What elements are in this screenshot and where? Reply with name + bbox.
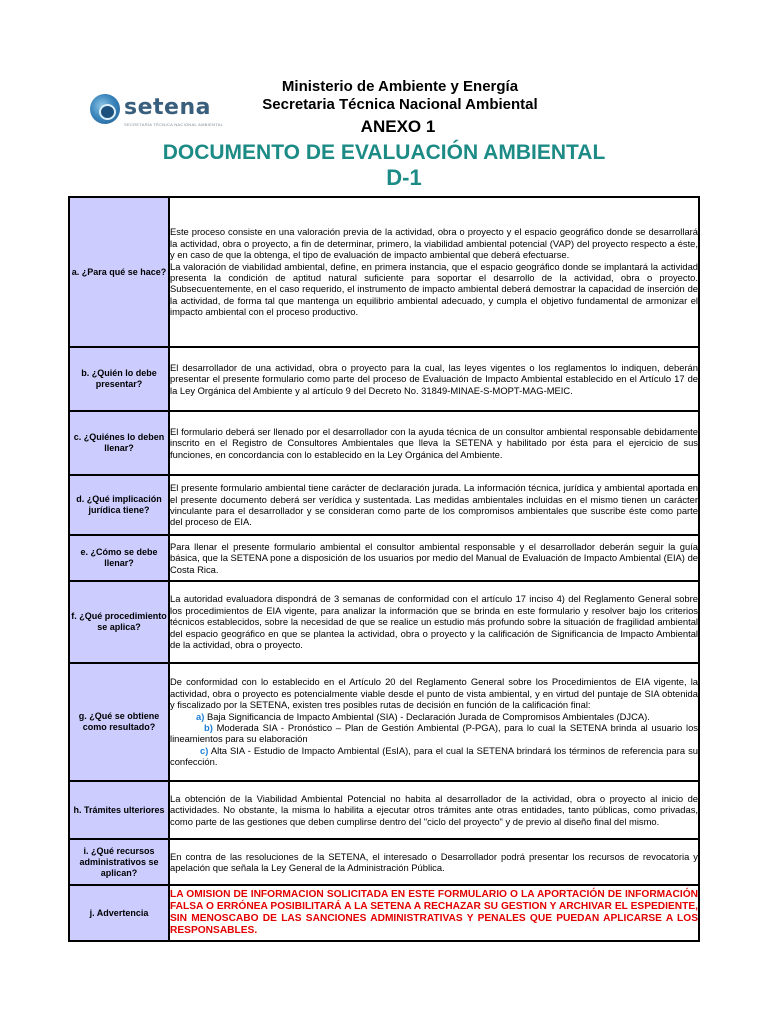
document-code: D-1: [386, 165, 422, 190]
answer-cell: [169, 781, 699, 839]
question-cell: j. Advertencia: [69, 885, 169, 941]
logo-tagline: SECRETARÍA TÉCNICA NACIONAL AMBIENTAL: [124, 122, 224, 127]
question-cell: d. ¿Qué implicación jurídica tiene?: [69, 475, 169, 535]
option-letter: a): [196, 710, 205, 722]
question-cell: g. ¿Qué se obtiene como resultado?: [69, 663, 169, 781]
answer-paragraph: La obtención de la Viabilidad Ambiental Potencial no habita al desarrollador de la actividad, obra o proyecto al inicio de actividades. No obstante, la misma lo habilita a ejecutar otros trámites ante otras entidades, tanto públicas, como privadas, como parte de las gestiones que deben cumplirse dentro del "ciclo del proyecto" y de previo al diseño final del mismo.: [170, 792, 698, 827]
answer-cell: [169, 581, 699, 663]
logo-text: setena: [124, 95, 211, 120]
answer-paragraph: El desarrollador de una actividad, obra o proyecto para la cual, las leyes vigentes o los reglamentos lo indiquen, deberán presentar el presente formulario como parte del proceso de Evaluación de Impacto Ambiental establecido en el Artículo 17 de la Ley Orgánica del Ambiente y al artículo 9 del Decreto No. 31849-MINAE-S-MOPT-MAG-MEIC.: [170, 361, 698, 396]
table-row: [69, 781, 699, 839]
ministry-name: Ministerio de Ambiente y Energía: [281, 78, 519, 95]
table-row: [69, 347, 699, 411]
option-letter: b): [204, 722, 213, 733]
answer-paragraph: El formulario deberá ser llenado por el desarrollador con la ayuda técnica de un consultor ambiental responsable debidamente inscrito en el Registro de Consultores Ambientales que lleva la SETENA y habilitado por ésta para el ejercicio de sus funciones, en concordancia con lo establecido en la Ley Orgánica del Ambiente.: [170, 425, 698, 460]
result-option: [170, 722, 698, 745]
table-row: [69, 475, 699, 535]
question-cell: b. ¿Quién lo debe presentar?: [69, 347, 169, 411]
answer-paragraph: En contra de las resoluciones de la SETENA, el interesado o Desarrollador podrá presentar los recursos de revocatoria y apelación que señala la Ley General de la Administración Pública.: [170, 850, 698, 873]
answer-paragraph: La autoridad evaluadora dispondrá de 3 semanas de conformidad con el artículo 17 inciso 4) del Reglamento General sobre los procedimientos de EIA vigente, para analizar la información que se brinda en este formulario y resolver bajo los criterios técnicos establecidos, sobre la necesidad de que se realice un estudio más profundo sobre la situación de fragilidad ambiental del espacio geográfico en que se plantea la actividad, obra o proyecto y la calificación de Significancia de Impacto Ambiental de la actividad, obra o proyecto.: [170, 593, 698, 651]
answer-paragraph: La valoración de viabilidad ambiental, define, en primera instancia, que el espacio geográfico donde se implantará la actividad presenta la condición de aptitud natural suficiente para soportar el desarrollo de la actividad, obra o proyecto. Subsecuentemente, en el caso requerido, el instrumento de impacto ambiental deberá demostrar la capacidad de inserción de la actividad, de forma tal que mantenga un equilibrio ambiental adecuado, y cumpla el objetivo fundamental de armonizar el impacto ambiental con el proceso productivo.: [170, 260, 698, 318]
answer-cell: [169, 663, 699, 781]
annex-label: ANEXO 1: [360, 117, 436, 136]
answer-cell: [169, 535, 699, 581]
answer-paragraph: De conformidad con lo establecido en el Artículo 20 del Reglamento General sobre los Procedimientos de EIA vigente, la actividad, obra o proyecto es potencialmente viable desde el punto de vista ambiental, y en virtud del puntaje de SIA obtenida y fiscalizado por la SETENA, existen tres posibles rutas de decisión en función de la calificación final:: [170, 676, 698, 711]
question-cell: h. Trámites ulteriores: [69, 781, 169, 839]
question-cell: a. ¿Para qué se hace?: [69, 197, 169, 347]
info-table: [68, 196, 700, 942]
answer-cell: [169, 475, 699, 535]
table-row: [69, 411, 699, 475]
answer-cell: [169, 411, 699, 475]
table-row: [69, 581, 699, 663]
answer-cell: [169, 347, 699, 411]
table-row: [69, 839, 699, 885]
question-cell: i. ¿Qué recursos administrativos se aplican?: [69, 839, 169, 885]
table-row: [69, 885, 699, 941]
warning-text: LA OMISION DE INFORMACION SOLICITADA EN ESTE FORMULARIO O LA APORTACIÓN DE INFORMACIÓN FALSA O ERRÓNEA POSIBILITARÁ A LA SETENA A RECHAZAR SU GESTION Y ARCHIVAR EL ESPEDIENTE, SIN MENOSCABO DE LAS SANCIONES ADMINISTRATIVAS Y PENALES QUE PUEDAN APLICARSE A LOS RESPONSABLES.: [170, 889, 698, 936]
option-text: Moderada SIA - Pronóstico – Plan de Gestión Ambiental (P-PGA), para lo cual la SETENA brinda al usuario los lineamientos para su elaboración: [170, 722, 698, 745]
question-cell: c. ¿Quiénes lo deben llenar?: [69, 411, 169, 475]
result-option: [170, 711, 698, 722]
document-title: DOCUMENTO DE EVALUACIÓN AMBIENTAL: [162, 141, 606, 164]
table-row: [69, 197, 699, 347]
question-cell: e. ¿Cómo se debe llenar?: [69, 535, 169, 581]
option-letter: c): [200, 744, 209, 756]
answer-cell: [169, 197, 699, 347]
table-row: [69, 535, 699, 581]
warning-cell: [169, 885, 699, 941]
result-option: [170, 745, 698, 768]
answer-paragraph: El presente formulario ambiental tiene carácter de declaración jurada. La información técnica, jurídica y ambiental aportada en el presente documento deberá ser verídica y sustentada. Las medidas ambientales incluidas en el mismo tienen un carácter vinculante para el desarrollador y se consideran como parte de los compromisos ambientales que suscribe éste como parte del proceso de EIA.: [170, 482, 698, 528]
document-header: [0, 0, 768, 195]
question-cell: f. ¿Qué procedimiento se aplica?: [69, 581, 169, 663]
secretariat-name: Secretaria Técnica Nacional Ambiental: [262, 96, 538, 113]
option-text: Alta SIA - Estudio de Impacto Ambiental (EsIA), para el cual la SETENA brindará los términos de referencia para su confección.: [170, 744, 698, 768]
option-text: Baja Significancia de Impacto Ambiental (SIA) - Declaración Jurada de Compromisos Ambientales (DJCA).: [204, 710, 650, 722]
answer-paragraph: Para llenar el presente formulario ambiental el consultor ambiental responsable y el desarrollador deberán seguir la guía básica, que la SETENA pone a disposición de los usuarios por medio del Manual de Evaluación de Impacto Ambiental (EIA) de Costa Rica.: [170, 540, 698, 575]
table-row: [69, 663, 699, 781]
answer-paragraph: Este proceso consiste en una valoración previa de la actividad, obra o proyecto y el espacio geográfico donde se desarrollará la actividad, obra o proyecto, a fin de determinar, primero, la viabilidad ambiental potencial (VAP) del proyecto respecto a éste, y en caso de que la obtenga, el tipo de evaluación de impacto ambiental que deberá efectuarse.: [170, 226, 698, 261]
answer-cell: [169, 839, 699, 885]
